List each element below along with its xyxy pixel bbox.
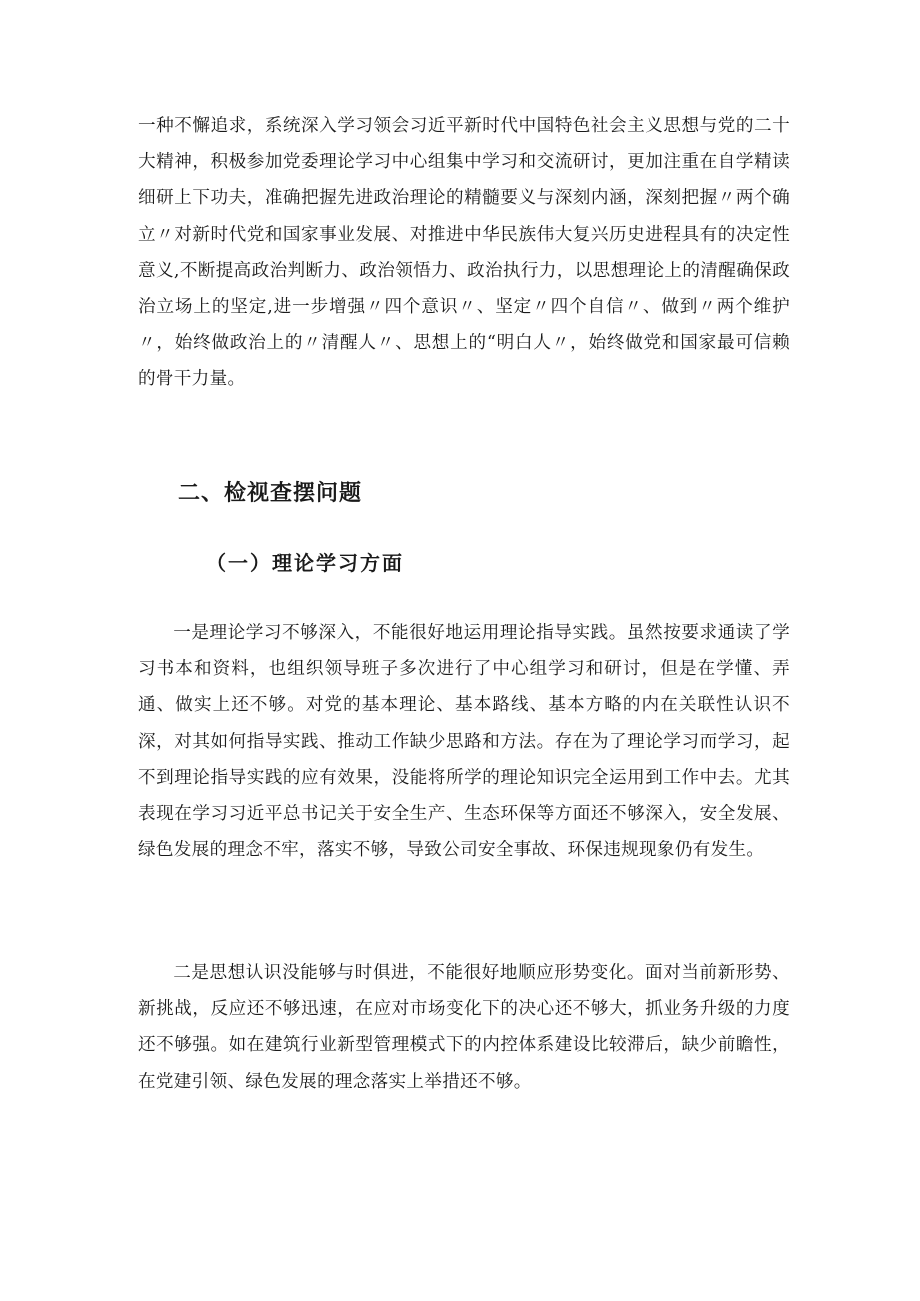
intro-paragraph: 一种不懈追求，系统深入学习领会习近平新时代中国特色社会主义思想与党的二十大精神，积极参加党委理论学习中心组集中学习和交流研讨，更加注重在自学精读细研上下功夫，准确把握先进政治理论的精髓要义与深刻内涵，深刻把握〃两个确立〃对新时代党和国家事业发展、对推进中华民族伟大复兴历史进程具有的决定性意义,不断提高政治判断力、政治领悟力、政治执行力，以思想理论上的清醒确保政治立场上的坚定,进一步增强〃四个意识〃、坚定〃四个自信〃、做到〃两个维护〃，始终做政治上的〃清醒人〃、思想上的“明白人〃，始终做党和国家最可信赖的骨干力量。	[138, 116, 790, 390]
paragraph-two: 二是思想认识没能够与时俱进，不能很好地顺应形势变化。面对当前新形势、新挑战，反应还不够迅速，在应对市场变化下的决心还不够大，抓业务升级的力度还不够强。如在建筑行业新型管理模式下的内控体系建设比较滞后，缺少前瞻性，在党建引领、绿色发展的理念落实上举措还不够。	[138, 963, 790, 1092]
subsection-heading: （一）理论学习方面	[206, 551, 404, 575]
paragraph-one: 一是理论学习不够深入，不能很好地运用理论指导实践。虽然按要求通读了学习书本和资料，也组织领导班子多次进行了中心组学习和研讨，但是在学懂、弄通、做实上还不够。对党的基本理论、基本路线、基本方略的内在关联性认识不深，对其如何指导实践、推动工作缺少思路和方法。存在为了理论学习而学习，起不到理论指导实践的应有效果，没能将所学的理论知识完全运用到工作中去。尤其表现在学习习近平总书记关于安全生产、生态环保等方面还不够深入，安全发展、绿色发展的理念不牢，落实不够，导致公司安全事故、环保违规现象仍有发生。	[138, 623, 790, 861]
section-heading: 二、检视查摆问题	[178, 481, 363, 506]
